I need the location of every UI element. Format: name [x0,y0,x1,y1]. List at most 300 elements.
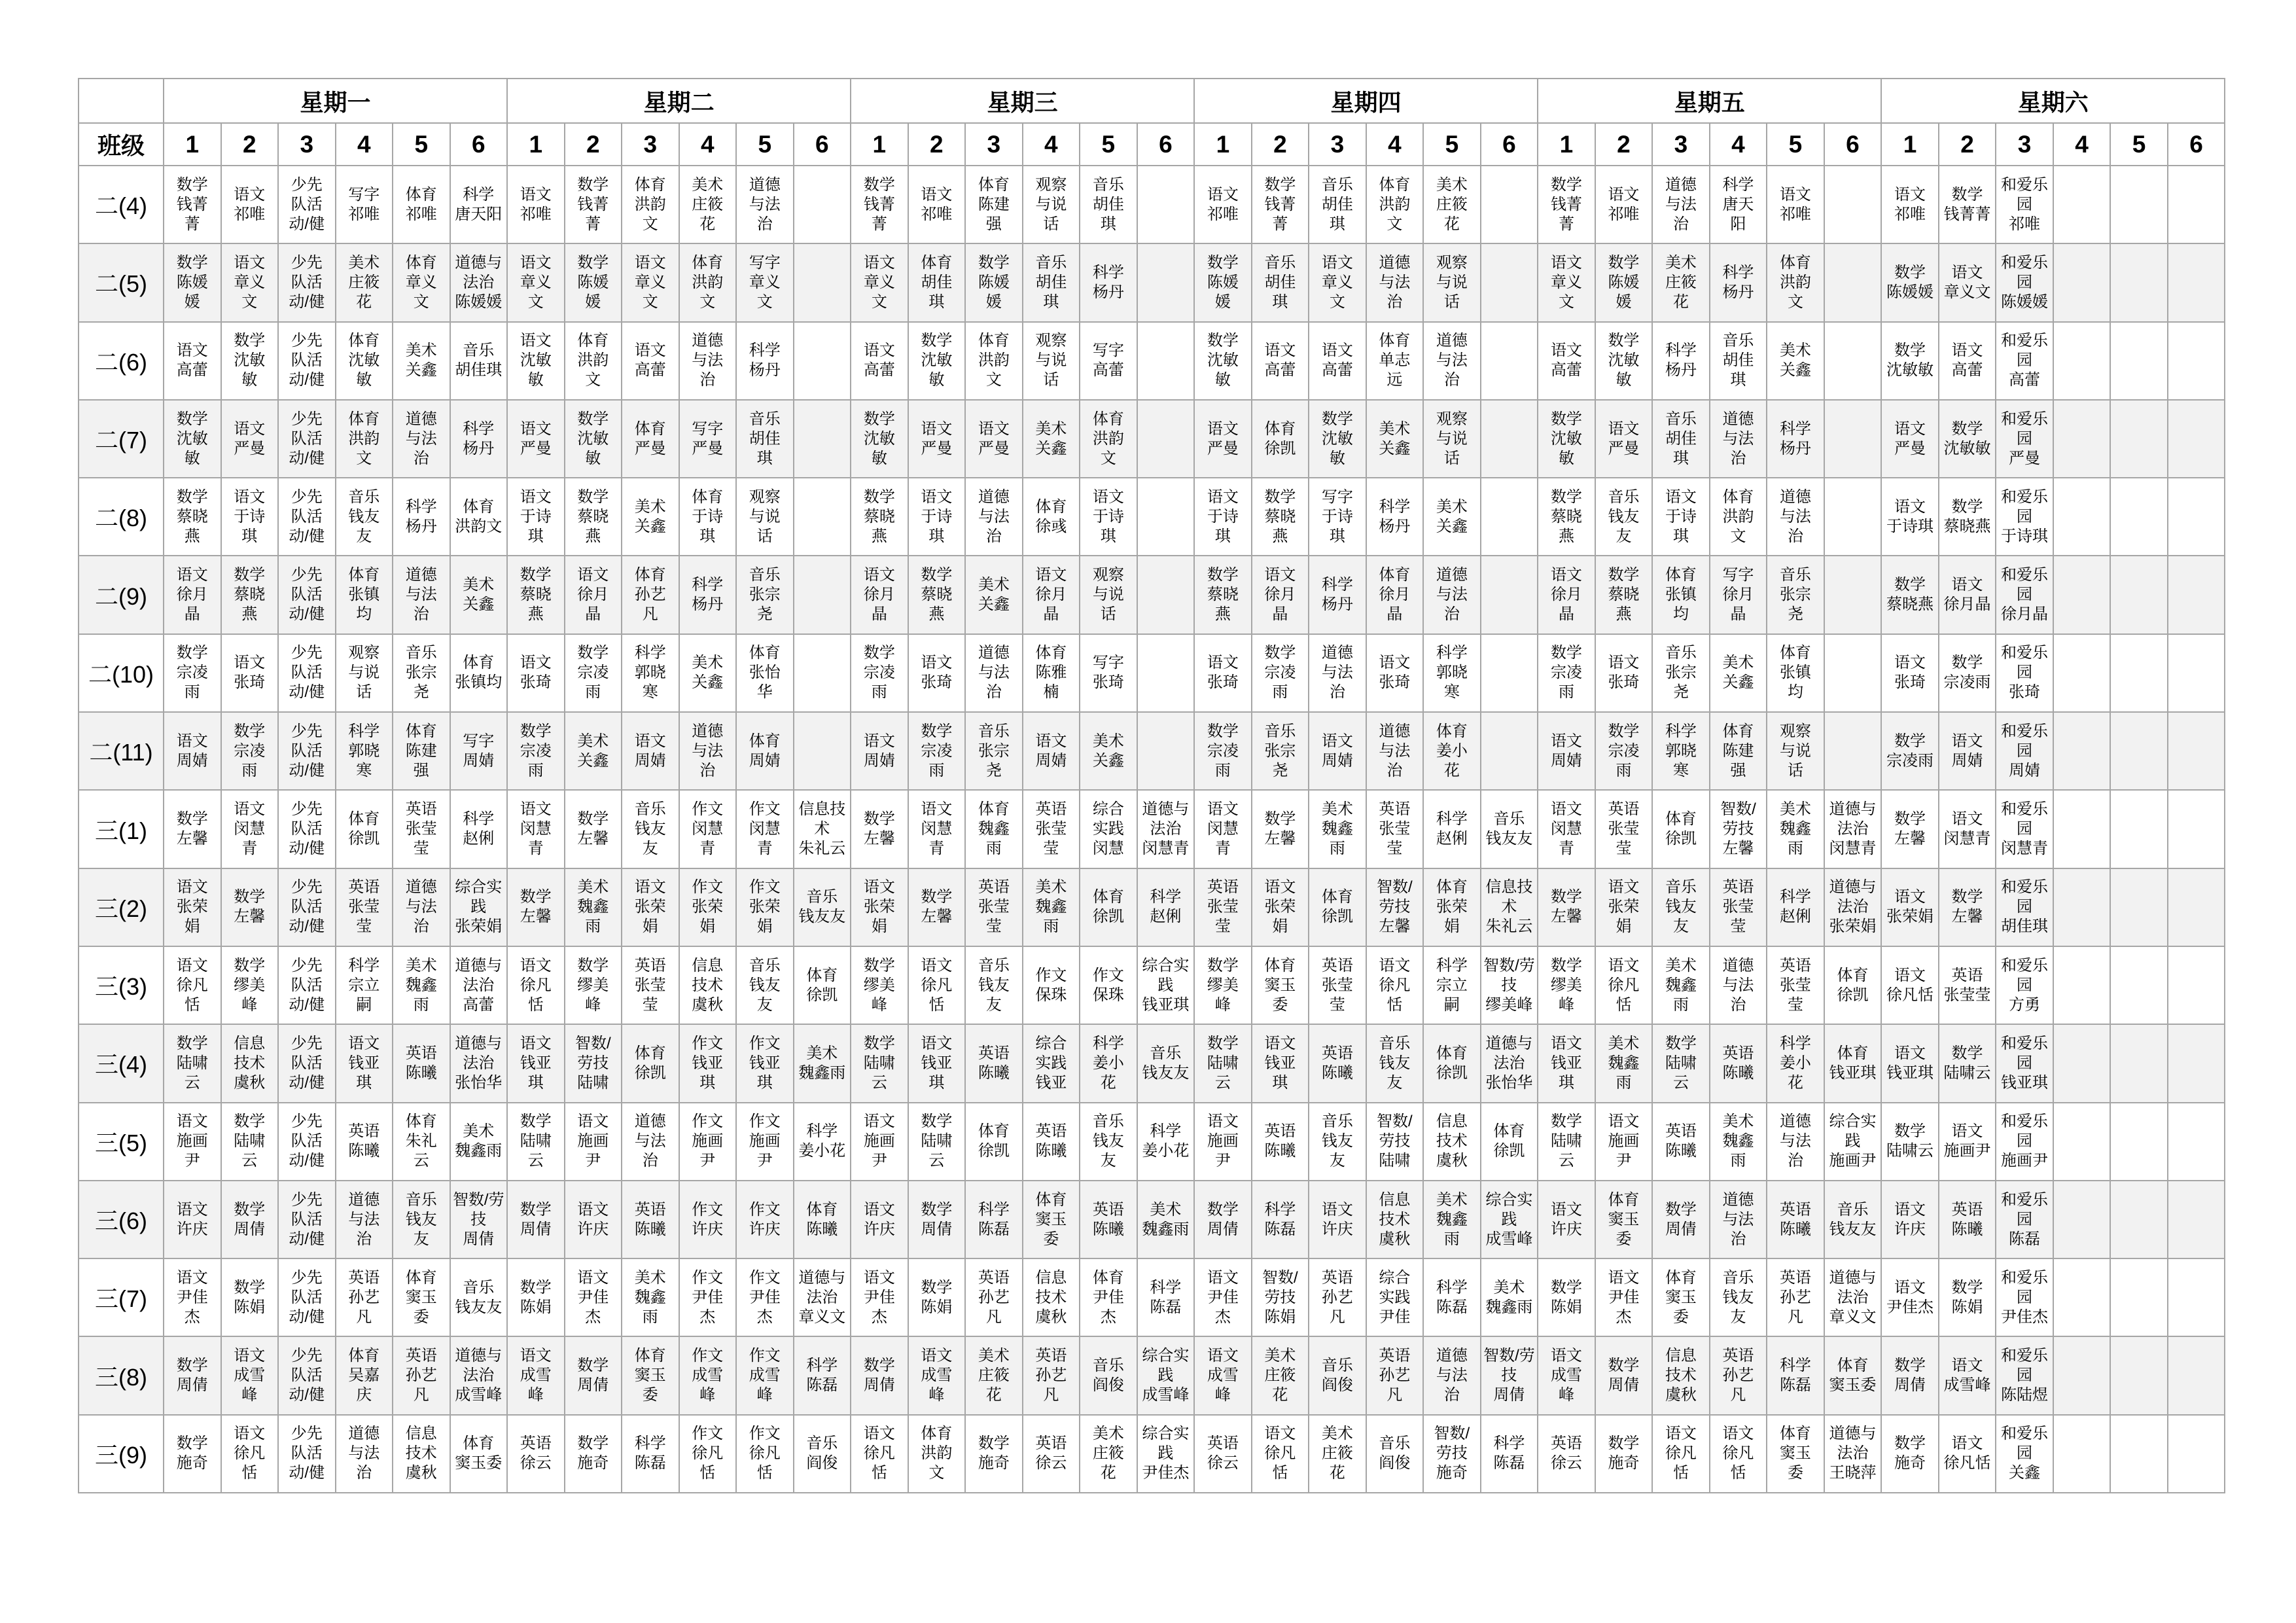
timetable-cell: 音乐 钱友 友 [1366,1024,1424,1102]
timetable-cell: 数学 陆啸 云 [164,1024,221,1102]
timetable-cell: 道德 与法 治 [1652,166,1710,243]
timetable-cell: 和爱乐 园 于诗琪 [1996,478,2053,556]
timetable-cell [794,712,851,790]
timetable-cell: 科学 陈磊 [1137,1258,1195,1336]
timetable-cell: 体育 窦玉 委 [1595,1181,1653,1258]
timetable-cell: 体育 洪韵 文 [1366,166,1424,243]
period-header: 4 [336,123,393,166]
timetable-cell [794,478,851,556]
table-row [79,1103,2225,1181]
timetable-cell: 科学 赵俐 [1137,868,1195,946]
timetable-cell: 作文 钱亚 琪 [679,1024,737,1102]
timetable-cell: 数学 周倩 [908,1181,966,1258]
timetable-cell: 语文 徐凡 恬 [507,946,565,1024]
day-header: 星期五 [1538,79,1881,123]
timetable-cell: 数学 沈敏 敏 [908,322,966,400]
timetable-cell: 体育 张镇均 [450,634,508,712]
timetable-cell: 语文 徐凡 恬 [1366,946,1424,1024]
timetable-cell: 英语 张莹 莹 [622,946,679,1024]
timetable-cell: 综合 实践 钱亚 [1023,1024,1080,1102]
timetable-cell [794,400,851,478]
timetable-cell: 语文 于诗 琪 [1080,478,1137,556]
timetable-cell: 数学 周倩 [1595,1336,1653,1414]
timetable-cell: 语文 许庆 [565,1181,622,1258]
timetable-cell: 科学 宗立 嗣 [336,946,393,1024]
period-header: 5 [393,123,450,166]
timetable-cell: 数学 宗凌 雨 [565,634,622,712]
timetable-cell: 数学 沈敏 敏 [851,400,908,478]
timetable-cell [2053,322,2111,400]
timetable-cell: 综合实 践 尹佳杰 [1137,1415,1195,1493]
timetable-cell: 和爱乐 园 胡佳琪 [1996,868,2053,946]
timetable-cell: 体育 严曼 [622,400,679,478]
timetable-cell: 体育 钱亚琪 [1824,1024,1882,1102]
timetable-cell: 和爱乐 园 施画尹 [1996,1103,2053,1181]
period-header: 6 [450,123,508,166]
timetable-cell: 语文 祁唯 [1881,166,1939,243]
timetable-cell: 道德 与法 治 [1423,1336,1481,1414]
timetable-cell: 数学 周倩 [1652,1181,1710,1258]
timetable-cell: 写字 章义 文 [736,243,794,321]
timetable-cell: 语文 高蕾 [1309,322,1366,400]
timetable-cell: 美术 魏鑫雨 [1137,1181,1195,1258]
timetable-cell: 美术 关鑫 [965,556,1023,633]
period-header: 4 [1366,123,1424,166]
timetable-cell [2168,556,2225,633]
timetable-body [79,166,2225,1493]
timetable-cell [2053,243,2111,321]
timetable-cell: 语文 严曼 [908,400,966,478]
timetable-cell [1137,243,1195,321]
timetable-cell: 数学 沈敏 敏 [565,400,622,478]
timetable-cell: 少先 队活 动/健 [278,1336,336,1414]
timetable-cell: 语文 章义 文 [1309,243,1366,321]
timetable-cell: 体育 洪韵 文 [1767,243,1824,321]
timetable-cell: 英语 张莹 莹 [1366,790,1424,868]
class-label: 二(4) [79,166,164,243]
timetable-cell: 音乐 钱友 友 [336,478,393,556]
timetable-cell: 道德与 法治 高蕾 [450,946,508,1024]
timetable-cell: 道德 与法 治 [1366,243,1424,321]
class-label: 三(9) [79,1415,164,1493]
timetable-cell: 数学 蔡晓 燕 [164,478,221,556]
timetable-cell: 语文 徐凡 恬 [1252,1415,1309,1493]
timetable-cell: 观察 与说 话 [1423,400,1481,478]
timetable-cell: 音乐 胡佳琪 [450,322,508,400]
timetable-cell: 综合实 践 钱亚琪 [1137,946,1195,1024]
timetable-cell: 音乐 钱友 友 [965,946,1023,1024]
timetable-cell: 语文 徐凡 恬 [851,1415,908,1493]
timetable-cell: 语文 闵慧 青 [1538,790,1595,868]
timetable-cell [1481,166,1538,243]
timetable-cell: 数学 陆啸 云 [1194,1024,1252,1102]
timetable-cell: 英语 张莹 莹 [1710,868,1767,946]
timetable-cell [2053,1415,2111,1493]
timetable-cell: 数学 陈娟 [908,1258,966,1336]
timetable-cell: 数学 周倩 [164,1336,221,1414]
timetable-cell: 数学 宗凌 雨 [507,712,565,790]
timetable-cell: 少先 队活 动/健 [278,556,336,633]
timetable-cell: 道德 与法 治 [1710,400,1767,478]
timetable-cell [2110,946,2168,1024]
timetable-cell: 科学 陈磊 [1423,1258,1481,1336]
period-header: 4 [2053,123,2111,166]
timetable-cell: 语文 徐凡 恬 [1710,1415,1767,1493]
timetable-cell: 英语 孙艺 凡 [1366,1336,1424,1414]
timetable-cell: 语文 许庆 [1309,1181,1366,1258]
timetable-cell [2168,1415,2225,1493]
timetable-cell: 英语 陈曦 [1652,1103,1710,1181]
class-label: 二(8) [79,478,164,556]
timetable-cell: 语文 闵慧 青 [908,790,966,868]
timetable-cell: 美术 魏鑫 雨 [1652,946,1710,1024]
timetable-cell: 少先 队活 动/健 [278,634,336,712]
timetable-cell: 数学 宗凌 雨 [164,634,221,712]
timetable-cell: 科学 陈磊 [1767,1336,1824,1414]
timetable-cell: 少先 队活 动/健 [278,790,336,868]
timetable-cell: 音乐 张宗 尧 [1652,634,1710,712]
timetable-cell: 数学 蔡晓 燕 [851,478,908,556]
period-header: 1 [1194,123,1252,166]
timetable-cell: 道德与 法治 章义文 [1824,1258,1882,1336]
timetable-cell: 音乐 阎俊 [1309,1336,1366,1414]
timetable-cell: 音乐 钱友 友 [1652,868,1710,946]
timetable-cell: 音乐 阎俊 [1080,1336,1137,1414]
timetable-cell: 道德 与法 治 [1423,322,1481,400]
timetable-cell: 美术 关鑫 [393,322,450,400]
timetable-cell: 作文 徐凡 恬 [679,1415,737,1493]
timetable-cell: 语文 徐凡恬 [1939,1415,1996,1493]
timetable-cell [2053,790,2111,868]
period-header: 1 [507,123,565,166]
timetable-cell: 体育 徐凯 [1652,790,1710,868]
timetable-cell [2168,1258,2225,1336]
timetable-cell: 语文 成雪 峰 [1194,1336,1252,1414]
period-header: 6 [1481,123,1538,166]
timetable-cell: 语文 周婧 [1023,712,1080,790]
timetable-cell [1481,634,1538,712]
timetable-cell: 音乐 张宗 尧 [393,634,450,712]
timetable-cell: 观察 与说 话 [336,634,393,712]
timetable-cell: 语文 许庆 [851,1181,908,1258]
timetable-cell: 音乐 张宗 尧 [736,556,794,633]
class-label: 二(11) [79,712,164,790]
timetable-cell [2053,634,2111,712]
class-label: 三(4) [79,1024,164,1102]
timetable-cell: 语文 张琦 [908,634,966,712]
timetable-cell: 语文 高蕾 [1538,322,1595,400]
timetable-cell: 和爱乐 园 徐月晶 [1996,556,2053,633]
timetable-cell: 道德 与法 治 [1366,712,1424,790]
timetable-cell [1481,556,1538,633]
timetable-cell: 数学 陆啸 云 [507,1103,565,1181]
timetable-cell [1824,712,1882,790]
timetable-cell: 数学 左馨 [221,868,279,946]
timetable-cell: 语文 周婧 [851,712,908,790]
timetable-cell: 体育 张镇 均 [1767,634,1824,712]
timetable-cell: 综合 实践 尹佳 [1366,1258,1424,1336]
timetable-cell: 科学 唐天阳 [450,166,508,243]
timetable-cell [2110,790,2168,868]
timetable-cell: 数学 陈媛 媛 [164,243,221,321]
table-row [79,556,2225,633]
timetable-cell: 数学 陈媛 媛 [965,243,1023,321]
timetable-cell: 数学 左馨 [1881,790,1939,868]
timetable-cell: 综合实 践 张荣娟 [450,868,508,946]
timetable-cell [2168,868,2225,946]
timetable-cell: 英语 徐云 [1023,1415,1080,1493]
day-header-row [79,79,2225,123]
timetable-cell: 美术 魏鑫 雨 [565,868,622,946]
timetable-cell: 英语 张莹 莹 [1595,790,1653,868]
timetable-cell: 语文 章义 文 [1538,243,1595,321]
timetable-cell: 体育 洪韵 文 [336,400,393,478]
timetable-cell: 音乐 钱友友 [1481,790,1538,868]
timetable-cell: 语文 成雪 峰 [221,1336,279,1414]
timetable-cell: 语文 闵慧 青 [221,790,279,868]
timetable-cell: 数学 宗凌 雨 [908,712,966,790]
timetable-cell: 体育 陈曦 [794,1181,851,1258]
period-header: 2 [1252,123,1309,166]
timetable-cell: 英语 陈曦 [1080,1181,1137,1258]
timetable-cell: 数学 缪美 峰 [1194,946,1252,1024]
timetable-cell: 语文 于诗 琪 [1652,478,1710,556]
timetable-cell: 美术 关鑫 [1710,634,1767,712]
timetable-cell: 信息 技术 虞秋 [1023,1258,1080,1336]
timetable-cell: 科学 陈磊 [794,1336,851,1414]
timetable-cell [1137,712,1195,790]
timetable-cell: 数学 钱菁 菁 [1252,166,1309,243]
timetable-cell: 语文 祁唯 [908,166,966,243]
timetable-cell: 写字 祁唯 [336,166,393,243]
timetable-cell: 美术 庄筱 花 [336,243,393,321]
timetable-cell: 科学 姜小花 [1137,1103,1195,1181]
timetable-cell: 作文 成雪 峰 [736,1336,794,1414]
timetable-cell: 语文 张琦 [221,634,279,712]
timetable-cell [1137,322,1195,400]
timetable-cell: 科学 赵俐 [450,790,508,868]
timetable-cell: 综合 实践 闵慧 [1080,790,1137,868]
timetable-cell [2168,946,2225,1024]
timetable-cell: 体育 于诗 琪 [679,478,737,556]
timetable-cell: 语文 尹佳杰 [1881,1258,1939,1336]
timetable-cell: 美术 关鑫 [1767,322,1824,400]
timetable-cell: 体育 徐凯 [1309,868,1366,946]
timetable-cell: 音乐 胡佳 琪 [1023,243,1080,321]
timetable-cell: 音乐 张宗 尧 [965,712,1023,790]
timetable-cell [2053,1103,2111,1181]
timetable-cell [2053,1258,2111,1336]
timetable-cell [2053,946,2111,1024]
timetable-cell: 语文 于诗 琪 [221,478,279,556]
timetable-cell: 英语 陈曦 [1252,1103,1309,1181]
timetable-cell [2168,478,2225,556]
timetable-cell: 数学 施奇 [965,1415,1023,1493]
timetable-cell: 科学 姜小 花 [1767,1024,1824,1102]
timetable-cell: 英语 陈曦 [1939,1181,1996,1258]
timetable-cell: 体育 朱礼 云 [393,1103,450,1181]
timetable-cell: 音乐 钱友 友 [1595,478,1653,556]
timetable-cell: 美术 魏鑫 雨 [622,1258,679,1336]
timetable-cell: 道德与 法治 王晓萍 [1824,1415,1882,1493]
timetable-cell: 科学 陈磊 [1252,1181,1309,1258]
period-header: 5 [1080,123,1137,166]
timetable-cell: 道德 与法 治 [965,634,1023,712]
table-row [79,946,2225,1024]
timetable-cell: 数学 沈敏 敏 [164,400,221,478]
timetable-cell: 语文 成雪 峰 [908,1336,966,1414]
timetable-cell: 作文 张荣 娟 [679,868,737,946]
timetable-cell: 科学 陈磊 [965,1181,1023,1258]
timetable-cell [2053,868,2111,946]
timetable-cell [2168,1336,2225,1414]
timetable-cell: 科学 姜小 花 [1080,1024,1137,1102]
timetable-cell: 信息 技术 虞秋 [1423,1103,1481,1181]
timetable-cell: 英语 孙艺 凡 [1710,1336,1767,1414]
table-row [79,243,2225,321]
class-label: 三(3) [79,946,164,1024]
timetable-cell: 美术 魏鑫 雨 [1767,790,1824,868]
period-header: 1 [1538,123,1595,166]
timetable-cell: 数学 陈媛 媛 [1595,243,1653,321]
table-row [79,634,2225,712]
timetable-cell: 语文 许庆 [164,1181,221,1258]
period-header: 3 [1996,123,2053,166]
timetable-cell: 和爱乐 园 陈媛媛 [1996,243,2053,321]
timetable-cell: 道德 与法 治 [965,478,1023,556]
timetable-cell: 数学 钱菁菁 [1939,166,1996,243]
timetable-cell: 作文 钱亚 琪 [736,1024,794,1102]
timetable-cell: 体育 祁唯 [393,166,450,243]
timetable-cell [2168,243,2225,321]
timetable-cell: 观察 与说 话 [1767,712,1824,790]
table-row [79,712,2225,790]
timetable-cell: 智数/ 劳技 施奇 [1423,1415,1481,1493]
table-row [79,1336,2225,1414]
timetable-cell: 英语 张莹 莹 [1309,946,1366,1024]
timetable-cell: 作文 保珠 [1023,946,1080,1024]
timetable-cell: 少先 队活 动/健 [278,1024,336,1102]
timetable-cell [2168,712,2225,790]
timetable-cell: 作文 施画 尹 [679,1103,737,1181]
timetable-cell: 语文 施画 尹 [1595,1103,1653,1181]
timetable-cell [2168,166,2225,243]
timetable-cell [2110,400,2168,478]
timetable-cell: 美术 庄筱 花 [1423,166,1481,243]
timetable-cell: 体育 张荣 娟 [1423,868,1481,946]
timetable-cell [1137,478,1195,556]
period-header: 2 [1595,123,1653,166]
table-row [79,322,2225,400]
timetable-cell: 语文 钱亚 琪 [336,1024,393,1102]
timetable-cell: 数学 左馨 [851,790,908,868]
timetable-cell: 数学 蔡晓燕 [1939,478,1996,556]
timetable-cell: 道德与 法治 闵慧青 [1137,790,1195,868]
timetable-cell: 智数/ 劳技 左馨 [1710,790,1767,868]
timetable-cell: 道德 与法 治 [393,556,450,633]
timetable-cell: 科学 郭晓 寒 [1423,634,1481,712]
timetable-cell: 数学 沈敏 敏 [1194,322,1252,400]
timetable-cell: 观察 与说 话 [1023,322,1080,400]
timetable-cell: 体育 孙艺 凡 [622,556,679,633]
timetable-cell: 语文 周婧 [622,712,679,790]
timetable-cell: 数学 宗凌 雨 [851,634,908,712]
timetable-cell: 英语 徐云 [1538,1415,1595,1493]
timetable-cell: 智数/ 劳技 陈娟 [1252,1258,1309,1336]
timetable-cell: 语文 于诗 琪 [507,478,565,556]
timetable-cell: 观察 与说 话 [1023,166,1080,243]
timetable-cell: 少先 队活 动/健 [278,946,336,1024]
corner-cell [79,79,164,123]
timetable-cell: 语文 于诗琪 [1881,478,1939,556]
timetable-cell: 英语 张莹 莹 [965,868,1023,946]
timetable-cell: 数学 沈敏 敏 [1595,322,1653,400]
period-header: 2 [221,123,279,166]
timetable-cell: 美术 关鑫 [565,712,622,790]
timetable-cell: 语文 徐月 晶 [1023,556,1080,633]
timetable-cell: 科学 杨丹 [1080,243,1137,321]
timetable-cell: 和爱乐 园 高蕾 [1996,322,2053,400]
timetable-cell [2168,1103,2225,1181]
timetable-cell: 道德 与法 治 [679,712,737,790]
timetable-cell: 数学 施奇 [565,1415,622,1493]
timetable-cell: 语文 闵慧 青 [1194,790,1252,868]
timetable-cell: 语文 徐凡 恬 [1652,1415,1710,1493]
timetable-cell: 英语 张莹莹 [1939,946,1996,1024]
timetable-cell: 语文 张荣 娟 [1252,868,1309,946]
timetable-cell [1481,712,1538,790]
timetable-cell: 语文 张琦 [1595,634,1653,712]
timetable-cell: 数学 陆啸 云 [851,1024,908,1102]
timetable-cell: 数学 陈娟 [507,1258,565,1336]
timetable-cell: 道德 与法 治 [679,322,737,400]
timetable-cell [1824,322,1882,400]
timetable-cell: 语文 张荣 娟 [1595,868,1653,946]
timetable-cell: 语文 严曼 [507,400,565,478]
timetable-cell: 英语 张莹 莹 [393,790,450,868]
day-header: 星期二 [507,79,851,123]
timetable-cell: 体育 张镇 均 [336,556,393,633]
timetable-cell: 语文 严曼 [1881,400,1939,478]
timetable-cell: 英语 陈曦 [965,1024,1023,1102]
timetable-cell: 数学 周倩 [1194,1181,1252,1258]
timetable-cell: 音乐 钱友友 [1137,1024,1195,1102]
timetable-cell: 体育 沈敏 敏 [336,322,393,400]
timetable-cell: 作文 尹佳 杰 [679,1258,737,1336]
class-label: 三(6) [79,1181,164,1258]
timetable-cell: 少先 队活 动/健 [278,1415,336,1493]
timetable-cell: 道德 与法 治 [393,400,450,478]
timetable-cell: 体育 窦玉 委 [1023,1181,1080,1258]
timetable-cell: 体育 窦玉 委 [1767,1415,1824,1493]
table-row [79,478,2225,556]
timetable-cell: 科学 杨丹 [1767,400,1824,478]
timetable-cell: 数学 蔡晓 燕 [1595,556,1653,633]
timetable-cell [2110,243,2168,321]
timetable-cell: 数学 宗凌雨 [1881,712,1939,790]
timetable-cell: 体育 姜小 花 [1423,712,1481,790]
timetable-cell [1824,243,1882,321]
timetable-cell: 语文 尹佳 杰 [851,1258,908,1336]
timetable-cell: 数学 蔡晓 燕 [565,478,622,556]
timetable-cell [2053,478,2111,556]
timetable-cell: 作文 保珠 [1080,946,1137,1024]
timetable-cell: 音乐 胡佳 琪 [1252,243,1309,321]
timetable-cell: 数学 钱菁 菁 [164,166,221,243]
timetable-cell: 体育 徐凯 [1252,400,1309,478]
timetable-cell: 科学 陈磊 [1481,1415,1538,1493]
timetable-cell: 体育 尹佳 杰 [1080,1258,1137,1336]
